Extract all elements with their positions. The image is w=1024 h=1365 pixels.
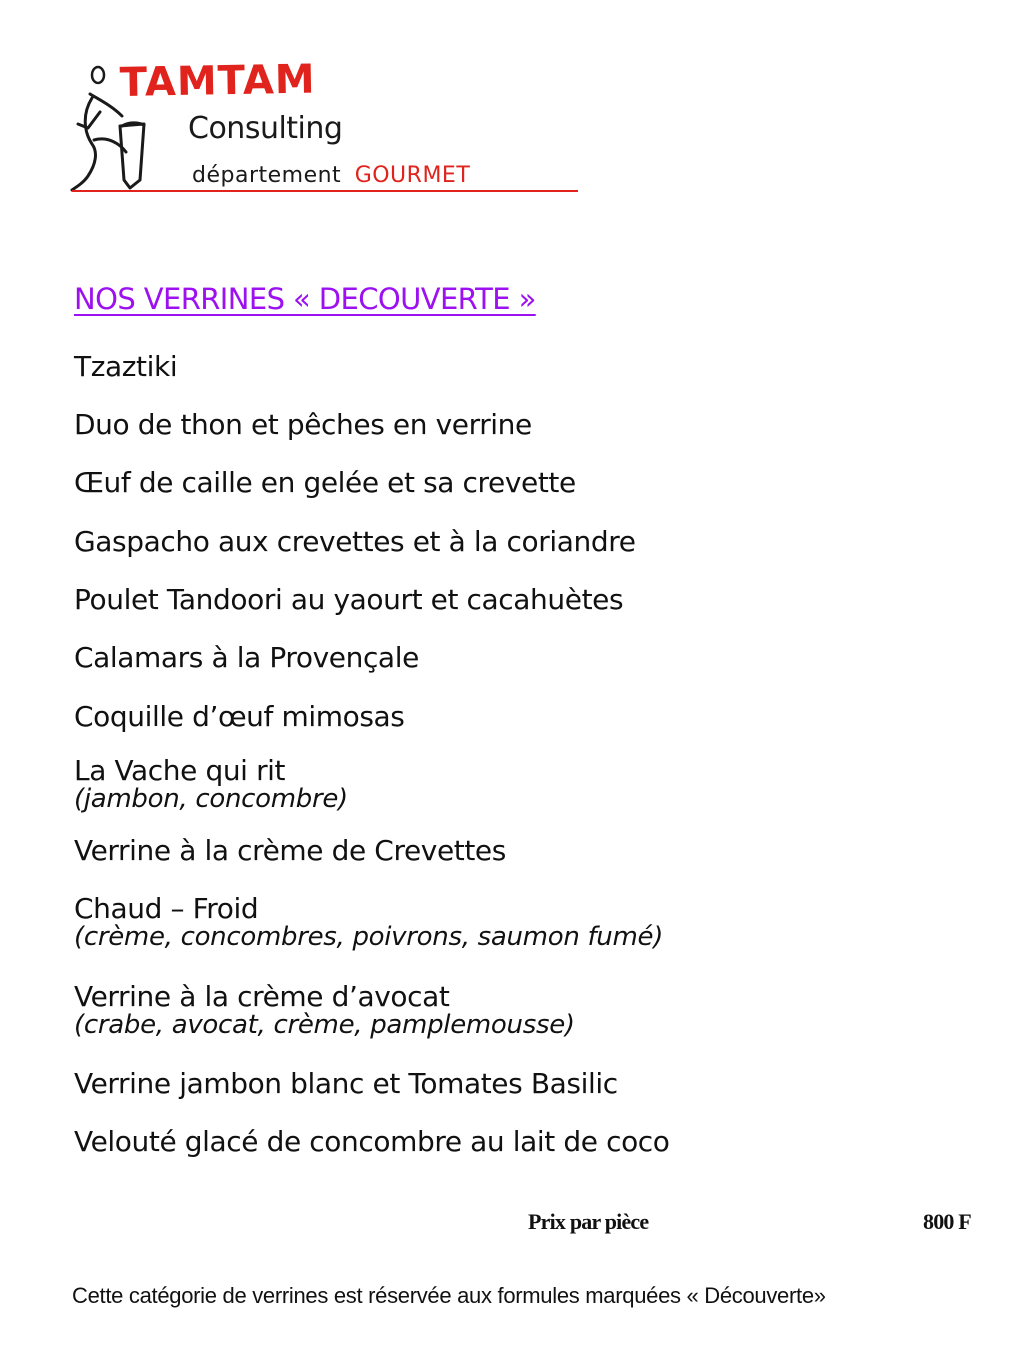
menu-item [74, 408, 532, 441]
menu-item-name: Duo de thon et pêches en verrine [74, 408, 532, 441]
menu-item-name: La Vache qui rit [74, 754, 286, 787]
menu-item [74, 754, 348, 814]
price-label: Prix par pièce [528, 1209, 649, 1234]
menu-item-detail: (jambon, concombre) [74, 784, 348, 814]
menu-item-name: Tzaztiki [74, 350, 178, 383]
menu-item [74, 1125, 670, 1158]
logo-subtitle: Consulting [188, 111, 343, 146]
menu-item [74, 1067, 618, 1100]
menu-item [74, 583, 624, 616]
menu-item-detail: (crème, concombres, poivrons, saumon fumé) [74, 922, 664, 952]
menu-item-name: Gaspacho aux crevettes et à la coriandre [74, 525, 636, 558]
menu-item [74, 525, 636, 558]
company-logo [70, 52, 582, 197]
menu-item-name: Chaud – Froid [74, 892, 259, 925]
menu-item-name: Calamars à la Provençale [74, 641, 419, 674]
menu-item [74, 700, 405, 733]
menu-item [74, 892, 664, 952]
logo-brand: TAMTAM [119, 56, 317, 106]
footnote: Cette catégorie de verrines est réservée aux formules marquées « Découverte» [72, 1283, 826, 1308]
logo-department-highlight: GOURMET [354, 163, 471, 188]
menu-item-detail: (crabe, avocat, crème, pamplemousse) [74, 1010, 575, 1040]
page-title: NOS VERRINES « DECOUVERTE » [74, 282, 536, 316]
price-value: 800 F [923, 1209, 971, 1234]
menu-item-name: Coquille d’œuf mimosas [74, 700, 405, 733]
menu-item-name: Velouté glacé de concombre au lait de coco [74, 1125, 670, 1158]
menu-item [74, 641, 419, 674]
menu-item [74, 980, 575, 1040]
menu-item [74, 350, 178, 383]
menu-item-name: Verrine à la crème de Crevettes [74, 834, 506, 867]
menu-item-name: Poulet Tandoori au yaourt et cacahuètes [74, 583, 624, 616]
menu-item-name: Verrine jambon blanc et Tomates Basilic [74, 1067, 618, 1100]
logo-graphic [70, 52, 582, 197]
logo-department [192, 163, 470, 188]
menu-item-name: Verrine à la crème d’avocat [74, 980, 450, 1013]
menu-item-name: Œuf de caille en gelée et sa crevette [74, 466, 576, 499]
logo-department-prefix: département [192, 163, 342, 188]
menu-item [74, 466, 576, 499]
menu-item [74, 834, 506, 867]
